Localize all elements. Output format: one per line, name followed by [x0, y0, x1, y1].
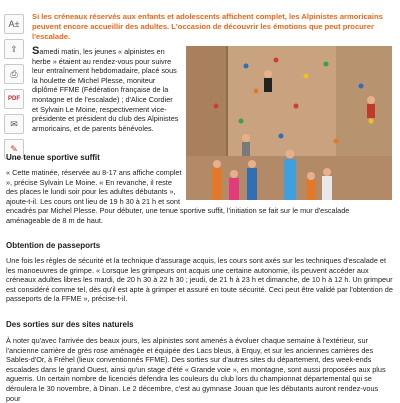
- paragraph-passeports: Une fois les règles de sécurité et la technique d'assurage acquis, les cours sont axés sur les techniques d'escalade et les manoeuvres de grimpe. « Lorsque les grimpeurs ont acquis une certaine autonomie, ils peuvent accéder aux créneaux adultes libres les mardi, de 20 h 30 à 22 h 30 ; jeudi, de 21 h à 23 h et dimanche, de 10 h à 12 h. Un grimpeur est considéré comme tel, dès qu'il est apte à grimper et assuré en toute sécurité. Ceci peut être validé par l'obtention de passeports de la FFME », précise-t-il.: [6, 256, 393, 304]
- paragraph-sorties: À noter qu'avec l'arrivée des beaux jours, les alpinistes sont amenés à évoluer chaque semaine à l'extérieur, sur l'ancienne carrière de grès rose aménagée et équipée des Lacs bleus, à Erquy, et sur les anciennes carrières des Sables-d'Or, à Fréhel (lieux conventionnés FFME). Des sorties sur d'autres sites du département, des week-ends escalades dans le grand Ouest, ainsi qu'un stage d'été « Grande voie », en montagne, sont aussi proposées aux plus aguerris. Un certain nombre de licenciés défendra les couleurs du club lors du championnat départemental qui se déroulera le 30 novembre, à Dinan. Le 2 décembre, c'est au gymnase Jouan que les débutants auront rendez-vous pour: [6, 336, 386, 403]
- pdf-icon: PDF: [8, 96, 20, 102]
- top-accent-bar: [0, 0, 400, 4]
- text-size-button[interactable]: [4, 14, 24, 34]
- print-button[interactable]: [4, 64, 24, 84]
- paragraph-tenue-full: encadrés par Michel Plesse. Pour débuter, une tenue sportive suffit, l'initiation se fait sur le mur d'escalade aménageable de 8 m de haut.: [6, 206, 350, 225]
- heading-sorties: Des sorties sur des sites naturels: [6, 320, 134, 329]
- article-intro: [32, 47, 180, 133]
- paragraph-tenue-column: « Cette matinée, réservée au 8-17 ans affiche complet », précise Sylvain Le Moine. « En revanche, il reste des places le lundi soir pour les adultes débutants », ajoute-t-il. Les cours ont lieu de 19 h 30 à 21 h et sont: [6, 168, 182, 206]
- share-button[interactable]: [4, 39, 24, 59]
- email-button[interactable]: [4, 114, 24, 134]
- drop-cap: S: [32, 45, 40, 57]
- pdf-button[interactable]: [4, 89, 24, 109]
- heading-passeports: Obtention de passeports: [6, 241, 101, 250]
- print-icon: ⎙: [10, 69, 18, 79]
- comment-icon: ✎: [10, 144, 18, 154]
- article-lead: Si les créneaux réservés aux enfants et adolescents affichent complet, les Alpinistes armoricains peuvent encore accueillir des adultes. L'occasion de découvrir les émotions que peut procurer l'escalade.: [32, 12, 383, 41]
- email-icon: ✉: [10, 119, 18, 129]
- climbing-wall-photo: [186, 46, 392, 200]
- text-size-icon: A±: [8, 19, 20, 29]
- share-icon: ⇪: [10, 44, 18, 54]
- article-toolbar: [4, 14, 26, 164]
- heading-tenue: Une tenue sportive suffit: [6, 153, 100, 162]
- article-photo[interactable]: [186, 46, 392, 200]
- intro-text: amedi matin, les jeunes « alpinistes en herbe » étaient au rendez-vous pour suivre leur entraînement hebdomadaire, placé sous la houlette de Michel Plesse, moniteur diplômé FFME (Fédération française de la montagne et de l'escalade) ; d'Alice Cordier et Sylvain Le Moine, respectivement vice-présidente et président du club des Alpinistes armoricains, et de parents bénévoles.: [32, 47, 179, 133]
